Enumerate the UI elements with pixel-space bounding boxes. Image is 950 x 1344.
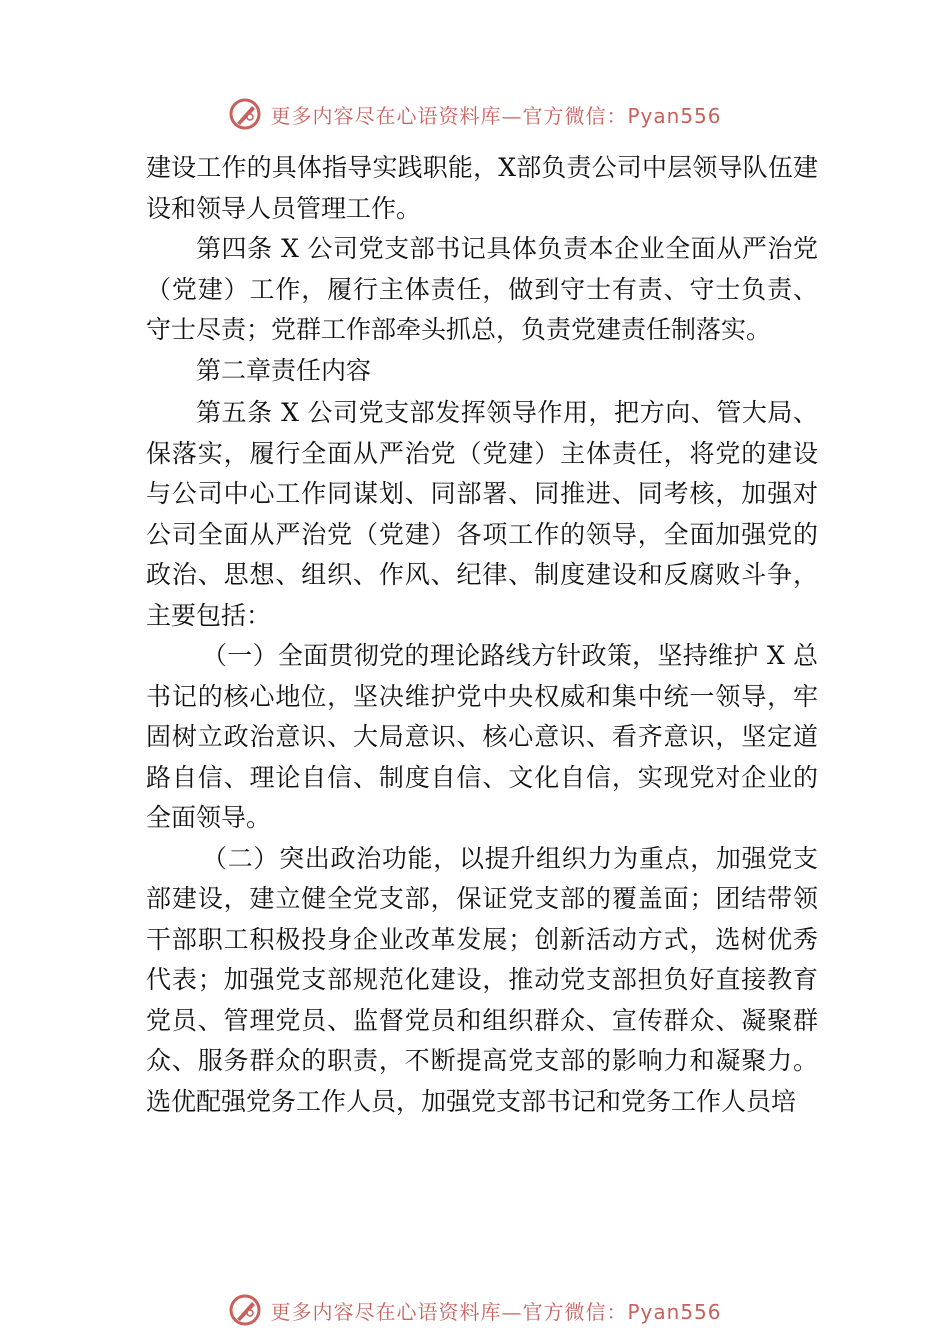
paragraph-article-4: 第四条 X 公司党支部书记具体负责本企业全面从严治党（党建）工作，履行主体责任，做到守士有责、守士负责、守士尽责；党群工作部牵头抓总，负责党建责任制落实。 xyxy=(146,234,818,344)
watermark-footer xyxy=(0,1290,950,1330)
quill-pen-logo-icon xyxy=(228,1293,262,1327)
watermark-text: 更多内容尽在心语资料库—官方微信：Pyan556 xyxy=(270,103,722,128)
paragraph-article-5: 第五条 X 公司党支部发挥领导作用，把方向、管大局、保落实，履行全面从严治党（党建）主体责任，将党的建设与公司中心工作同谋划、同部署、同推进、同考核，加强对公司全面从严治党（党建）各项工作的领导，全面加强党的政治、思想、组织、作风、纪律、制度建设和反腐败斗争， 主要包括： xyxy=(146,398,818,630)
paragraph-item-1: （一）全面贯彻党的理论路线方针政策，坚持维护 X 总书记的核心地位，坚决维护党中央权威和集中统一领导，牢固树立政治意识、大局意识、核心意识、看齐意识，坚定道路自信、理论自信、制度自信、文化自信，实现党对企业的全面领导。 xyxy=(146,641,818,832)
watermark-contact: Pyan556 xyxy=(627,1299,722,1324)
quill-pen-logo-icon xyxy=(228,97,262,131)
watermark-header xyxy=(0,94,950,134)
paragraph-continuation: 建设工作的具体指导实践职能，X部负责公司中层领导队伍建设和领导人员管理工作。 xyxy=(146,153,818,223)
paragraph-item-2: （二）突出政治功能，以提升组织力为重点，加强党支部建设，建立健全党支部，保证党支部的覆盖面；团结带领干部职工积极投身企业改革发展；创新活动方式，选树优秀代表；加强党支部规范化建设，推动党支部担负好直接教育党员、管理党员、监督党员和组织群众、宣传群众、凝聚群众、服务群众的职责，不断提高党支部的影响力和凝聚力。 选优配强党务工作人员，加强党支部书记和党务工作人员培 xyxy=(146,843,818,1116)
watermark-contact: Pyan556 xyxy=(627,103,722,128)
watermark-text: 更多内容尽在心语资料库—官方微信：Pyan556 xyxy=(270,1299,722,1324)
chapter-heading: 第二章责任内容 xyxy=(196,355,372,385)
document-body xyxy=(146,148,818,1122)
